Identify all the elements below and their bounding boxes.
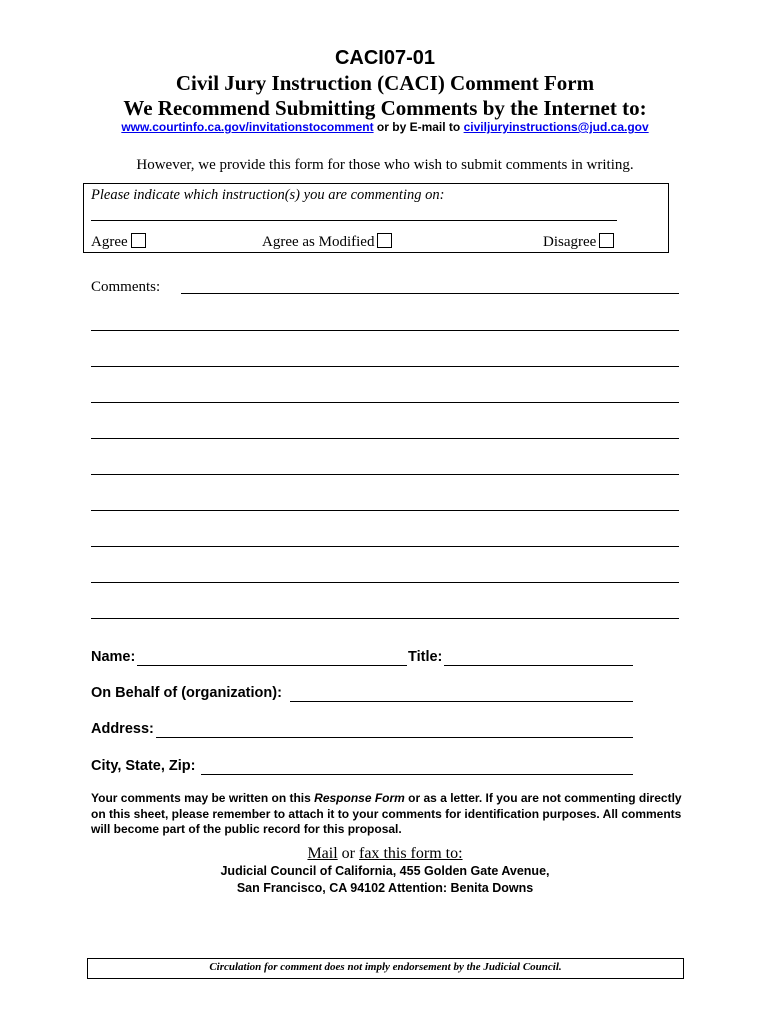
mail-heading [0,845,770,863]
behalf-field[interactable] [290,701,633,702]
disagree-option [543,233,614,251]
name-label: Name: [91,649,136,665]
email-link[interactable]: civiljuryinstructions@jud.ca.gov [463,120,649,134]
form-code: CACI07-01 [334,47,436,69]
instruction-box-left-border [83,183,84,253]
mail-word: Mail [307,845,338,862]
comment-line[interactable] [91,330,679,331]
title-label: Title: [408,649,443,665]
comment-line[interactable] [181,293,679,294]
recommend-heading: We Recommend Submitting Comments by the Internet to: [123,96,647,120]
link-connector: or by E-mail to [373,120,464,134]
address-field[interactable] [156,737,633,738]
disagree-checkbox[interactable] [599,233,614,248]
instruction-prompt: Please indicate which instruction(s) you are commenting on: [91,187,445,203]
comments-label: Comments: [91,279,161,295]
instruction-line[interactable] [91,220,617,221]
comment-line[interactable] [91,474,679,475]
comment-line[interactable] [91,618,679,619]
agree-modified-option [262,233,392,251]
or-word: or [337,845,359,862]
city-state-zip-label: City, State, Zip: [91,758,196,774]
name-field[interactable] [137,665,407,666]
comment-line[interactable] [91,438,679,439]
form-title: Civil Jury Instruction (CACI) Comment Form [175,71,595,95]
city-state-zip-field[interactable] [201,774,633,775]
agree-modified-checkbox[interactable] [377,233,392,248]
agree-label: Agree [91,234,128,250]
title-field[interactable] [444,665,633,666]
notice-text-2: or as a letter. If you are not commenting directly on this sheet, please remember to attach it to your comments for identification purposes. All comments will become part of the public record for this proposal. [91,791,682,836]
agree-modified-label: Agree as Modified [262,234,375,250]
notice-form-name: Response Form [314,791,405,805]
address-label: Address: [91,721,154,737]
comment-url-link[interactable]: www.courtinfo.ca.gov/invitationstocomment [121,120,374,134]
behalf-label: On Behalf of (organization): [91,685,282,701]
disagree-label: Disagree [543,234,597,250]
footer-disclaimer: Circulation for comment does not imply endorsement by the Judicial Council. [209,961,562,973]
however-note: However, we provide this form for those who wish to submit comments in writing. [136,157,634,173]
agree-option [91,233,146,251]
comment-line[interactable] [91,546,679,547]
comment-line[interactable] [91,366,679,367]
comment-line[interactable] [91,582,679,583]
submission-links [0,120,770,134]
agree-checkbox[interactable] [131,233,146,248]
comment-line[interactable] [91,402,679,403]
notice-text-1: Your comments may be written on this [91,791,315,805]
mailing-address-line1: Judicial Council of California, 455 Golden Gate Avenue, [220,864,550,878]
comment-line[interactable] [91,510,679,511]
mail-heading-rest: this form to: [379,845,463,862]
submission-notice [91,791,691,838]
fax-word: fax [359,845,380,862]
mailing-address-line2: San Francisco, CA 94102 Attention: Benita Downs [236,881,534,895]
